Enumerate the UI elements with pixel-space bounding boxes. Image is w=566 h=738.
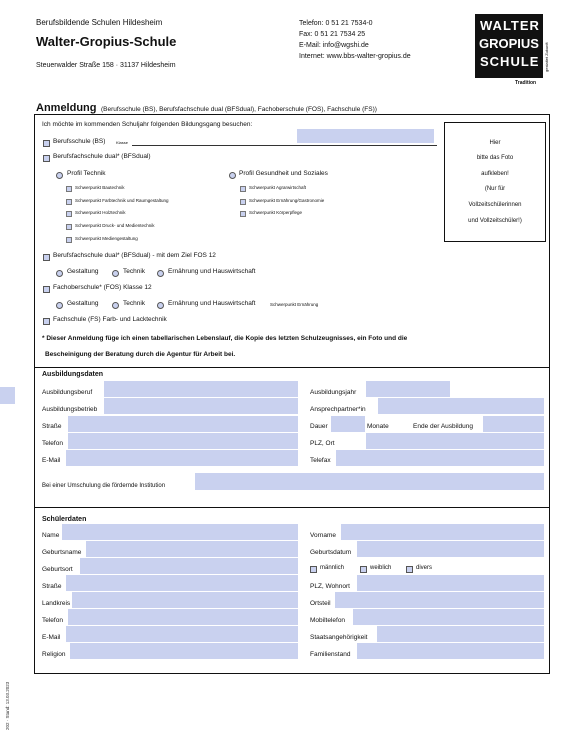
maennlich-label: männlich <box>320 565 345 571</box>
fos-ernaehrung-radio[interactable] <box>157 302 164 309</box>
margin-marker <box>0 387 15 404</box>
landkreis-field[interactable] <box>72 592 298 608</box>
ausbildungsbetrieb-label: Ausbildungsbetrieb <box>42 406 98 413</box>
technik-item-checkbox[interactable] <box>66 186 72 192</box>
photo-text-5: Vollzeitschülerinnen <box>468 202 522 208</box>
photo-text-2: bitte das Foto <box>476 155 514 161</box>
contact-phone: Telefon: 0 51 21 7534-0 <box>299 20 373 27</box>
intro-choice-field[interactable] <box>297 129 434 143</box>
mobiltelefon-field[interactable] <box>353 609 544 625</box>
schueler-strasse-field[interactable] <box>66 575 298 591</box>
profil-gs-label: Profil Gesundheit und Soziales <box>239 170 328 177</box>
technik-item-checkbox[interactable] <box>66 237 72 243</box>
photo-text-4: (Nur für <box>484 186 506 192</box>
ausbildung-plz-label: PLZ, Ort <box>310 440 335 447</box>
ortsteil-label: Ortsteil <box>310 600 331 607</box>
technik-item-label: Schwerpunkt Mediengestaltung <box>75 236 138 241</box>
geburtsort-label: Geburtsort <box>42 566 73 573</box>
ortsteil-field[interactable] <box>335 592 544 608</box>
bfs-fos-gestaltung-radio[interactable] <box>56 270 63 277</box>
ausbildung-telefax-field[interactable] <box>336 450 544 466</box>
photo-box <box>444 122 546 242</box>
form-title-sub: (Berufsschule (BS), Berufsfachschule dual (BFSdual), Fachoberschule (FOS), Fachschule (FS)) <box>100 106 377 113</box>
school-logo <box>475 14 543 78</box>
fos-schwerpunkt-label: Schwerpunkt Ernährung <box>270 302 319 307</box>
photo-text-6: und Vollzeitschüler!) <box>468 218 522 224</box>
fos-label: Fachoberschule* (FOS) Klasse 12 <box>53 284 152 291</box>
schueler-telefon-field[interactable] <box>68 609 298 625</box>
weiblich-checkbox[interactable] <box>360 566 367 573</box>
ausbildung-email-field[interactable] <box>66 450 298 466</box>
geburtsname-field[interactable] <box>86 541 298 557</box>
bfs-label: Berufsfachschule dual* (BFSdual) <box>53 153 151 160</box>
profil-technik-label: Profil Technik <box>67 170 106 177</box>
name-field[interactable] <box>62 524 298 540</box>
ausbildung-email-label: E-Mail <box>42 457 61 464</box>
bfs-fos-ernaehrung-radio[interactable] <box>157 270 164 277</box>
monate-label: Monate <box>367 423 389 430</box>
form-title-main: Anmeldung <box>36 102 97 114</box>
divers-checkbox[interactable] <box>406 566 413 573</box>
ausbildung-strasse-field[interactable] <box>68 416 298 432</box>
note-line-2: Bescheinigung der Beratung durch die Agentur für Arbeit bei. <box>45 351 236 358</box>
logo-side-text: gestaltet Zukunft <box>544 42 549 72</box>
school-name: Walter-Gropius-Schule <box>36 34 177 49</box>
note-line-1: * Dieser Anmeldung füge ich einen tabellarischen Lebenslauf, die Kopie des letzten Schulzeugnisses, ein Foto und die <box>42 335 408 342</box>
vorname-label: Vorname <box>310 532 337 539</box>
dauer-label: Dauer <box>310 423 328 430</box>
logo-line-1: WALTER <box>480 18 540 33</box>
bs-label: Berufsschule (BS) <box>53 138 106 145</box>
ansprechpartner-field[interactable] <box>378 398 544 414</box>
ausbildung-strasse-label: Straße <box>42 423 62 430</box>
bs-klasse-line <box>132 145 437 146</box>
weiblich-label: weiblich <box>370 565 392 571</box>
school-type: Berufsbildende Schulen Hildesheim <box>36 18 163 27</box>
dauer-field[interactable] <box>331 416 365 432</box>
contact-fax: Fax: 0 51 21 7534 25 <box>299 31 366 38</box>
form-version-note: 202 · Stand: 13.03.2023 <box>5 681 10 730</box>
logo-tagline: Tradition <box>515 80 537 86</box>
profil-gs-radio[interactable] <box>229 172 236 179</box>
fos-gestaltung-label: Gestaltung <box>67 300 99 307</box>
vorname-field[interactable] <box>341 524 544 540</box>
schueler-email-field[interactable] <box>66 626 298 642</box>
divers-label: divers <box>416 565 433 571</box>
geburtsdatum-label: Geburtsdatum <box>310 549 352 556</box>
schueler-strasse-label: Straße <box>42 583 62 590</box>
geburtsname-label: Geburtsname <box>42 549 82 556</box>
intro-text: Ich möchte im kommenden Schuljahr folgenden Bildungsgang besuchen: <box>42 121 253 128</box>
bfs-fos-technik-label: Technik <box>123 268 146 275</box>
ausbildung-telefon-field[interactable] <box>68 433 298 449</box>
contact-internet: Internet: www.bbs-walter-gropius.de <box>299 53 411 60</box>
umschulung-label: Bei einer Umschulung die fördernde Institution <box>42 483 166 489</box>
fos-checkbox[interactable] <box>43 286 50 293</box>
ausbildungsberuf-field[interactable] <box>104 381 298 397</box>
profil-technik-radio[interactable] <box>56 172 63 179</box>
schueler-email-label: E-Mail <box>42 634 61 641</box>
ausbildung-telefon-label: Telefon <box>42 440 63 447</box>
bfs-fos-checkbox[interactable] <box>43 254 50 261</box>
ende-label: Ende der Ausbildung <box>413 423 473 430</box>
umschulung-field[interactable] <box>195 473 544 490</box>
wohnort-label: PLZ, Wohnort <box>310 583 350 590</box>
bfs-fos-ernaehrung-label: Ernährung und Hauswirtschaft <box>168 268 256 275</box>
name-label: Name <box>42 532 60 539</box>
ausbildungsbetrieb-field[interactable] <box>104 398 298 414</box>
staatsangehoerigkeit-label: Staatsangehörigkeit <box>310 634 368 641</box>
ausbildung-heading: Ausbildungsdaten <box>42 371 104 378</box>
logo-line-2: GROPIUS <box>479 36 539 51</box>
gs-item-label: Schwerpunkt Agrarwirtschaft <box>249 185 307 190</box>
religion-field[interactable] <box>70 643 298 659</box>
ausbildungsberuf-label: Ausbildungsberuf <box>42 389 93 396</box>
ausbildung-telefax-label: Telefax <box>310 457 331 464</box>
bs-checkbox[interactable] <box>43 140 50 147</box>
bfs-fos-gestaltung-label: Gestaltung <box>67 268 99 275</box>
technik-item-checkbox[interactable] <box>66 224 72 230</box>
technik-item-checkbox[interactable] <box>66 211 72 217</box>
ansprechpartner-label: Ansprechpartner*in <box>310 406 366 413</box>
gs-item-checkbox[interactable] <box>240 199 246 205</box>
photo-text-1: Hier <box>489 140 501 146</box>
technik-item-label: Schwerpunkt Farbtechnik und Raumgestaltung <box>75 198 169 203</box>
ausbildung-plz-field[interactable] <box>366 433 544 449</box>
technik-item-label: Schwerpunkt Holztechnik <box>75 210 126 215</box>
bs-klasse-label: Klasse <box>116 140 129 145</box>
staatsangehoerigkeit-field[interactable] <box>377 626 544 642</box>
gs-item-checkbox[interactable] <box>240 211 246 217</box>
fos-ernaehrung-label: Ernährung und Hauswirtschaft <box>168 300 256 307</box>
schueler-heading: Schülerdaten <box>42 516 87 523</box>
technik-item-label: Schwerpunkt Bautechnik <box>75 185 125 190</box>
familienstand-field[interactable] <box>357 643 544 659</box>
mobiltelefon-label: Mobiltelefon <box>310 617 346 624</box>
ausbildungsjahr-label: Ausbildungsjahr <box>310 389 357 396</box>
fos-gestaltung-radio[interactable] <box>56 302 63 309</box>
gs-item-checkbox[interactable] <box>240 186 246 192</box>
familienstand-label: Familienstand <box>310 651 351 658</box>
religion-label: Religion <box>42 651 66 658</box>
schueler-telefon-label: Telefon <box>42 617 63 624</box>
ende-field[interactable] <box>483 416 544 432</box>
bfs-checkbox[interactable] <box>43 155 50 162</box>
maennlich-checkbox[interactable] <box>310 566 317 573</box>
gs-item-label: Schwerpunkt Körperpflege <box>249 210 303 215</box>
landkreis-label: Landkreis <box>42 600 71 607</box>
photo-text-3: aufkleben! <box>481 171 509 177</box>
logo-line-3: SCHULE <box>480 54 540 69</box>
section-divider-2 <box>34 507 550 508</box>
bfs-fos-technik-radio[interactable] <box>112 270 119 277</box>
fs-checkbox[interactable] <box>43 318 50 325</box>
geburtsdatum-field[interactable] <box>357 541 544 557</box>
gs-item-label: Schwerpunkt Ernährung/Gastronomie <box>249 198 325 203</box>
fs-label: Fachschule (FS) Farb- und Lacktechnik <box>53 316 167 323</box>
school-address: Steuerwalder Straße 158 · 31137 Hildesheim <box>36 62 176 69</box>
technik-item-label: Schwerpunkt Druck- und Medientechnik <box>75 223 155 228</box>
section-divider-1 <box>34 367 550 368</box>
contact-email: E-Mail: info@wgshi.de <box>299 42 369 49</box>
ausbildungsjahr-field[interactable] <box>366 381 450 397</box>
fos-technik-radio[interactable] <box>112 302 119 309</box>
technik-item-checkbox[interactable] <box>66 199 72 205</box>
geburtsort-field[interactable] <box>80 558 298 574</box>
bfs-fos-label: Berufsfachschule dual* (BFSdual) - mit dem Ziel FOS 12 <box>53 252 216 259</box>
fos-technik-label: Technik <box>123 300 146 307</box>
wohnort-field[interactable] <box>357 575 544 591</box>
